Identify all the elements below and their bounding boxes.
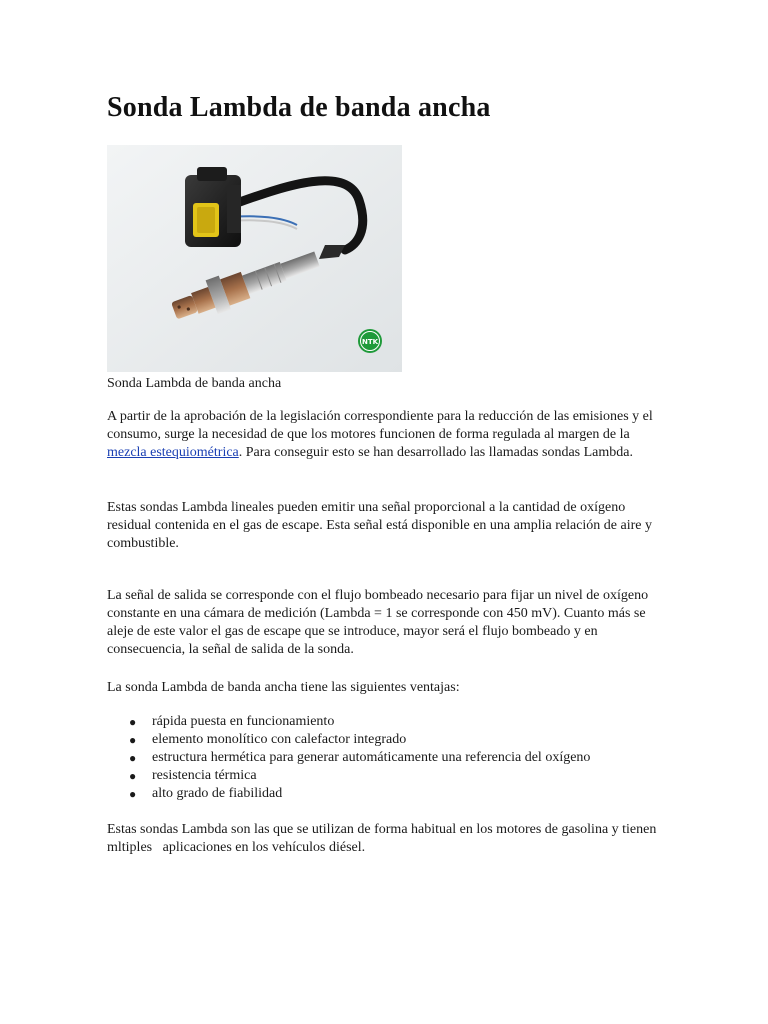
paragraph-intro: A partir de la aprobación de la legislación correspondiente para la reducción de las emisiones y el consumo, surge la necesidad de que los motores funcionen de forma regulada al margen de la mezcla estequiométrica. Para conseguir esto se han desarrollado las llamadas sondas Lambda. [107,409,653,460]
bullet-icon: ● [129,733,137,747]
paragraph-output-signal: La señal de salida se corresponde con el flujo bombeado necesario para fijar un nivel de oxígeno constante en una cámara de medición (Lambda = 1 se corresponde con 450 mV). Cuanto más se aleje de este valor el gas de escape que se introduce, mayor será el flujo bombeado y en consecuencia, la señal de salida de la sonda. [107,588,649,657]
paragraph-linear-sensors: Estas sondas Lambda lineales pueden emitir una señal proporcional a la cantidad de oxígeno residual contenida en el gas de escape. Esta señal está disponible en una amplia relación de aire y combustible. [107,500,653,551]
figure-caption: Sonda Lambda de banda ancha [107,376,282,391]
list-item: ● resistencia térmica [129,768,257,783]
list-item: ● elemento monolítico con calefactor integrado [129,732,407,747]
ntk-logo-icon [358,329,382,353]
lambda-sensor-photo [107,145,402,372]
stoichiometric-mixture-link[interactable]: mezcla estequiométrica [107,445,239,460]
bullet-icon: ● [129,751,137,765]
list-item: ● estructura hermética para generar automáticamente una referencia del oxígeno [129,750,591,765]
page-title: Sonda Lambda de banda ancha [107,92,491,123]
advantages-list [107,713,667,803]
bullet-icon: ● [129,787,137,801]
list-item: ● alto grado de fiabilidad [129,786,283,801]
paragraph-applications: Estas sondas Lambda son las que se utilizan de forma habitual en los motores de gasolina y tienen mltiples aplicaciones en los vehículos diésel. [107,822,660,855]
bullet-icon: ● [129,769,137,783]
logo-text: NTK [361,338,379,346]
bullet-icon: ● [129,715,137,729]
list-item: ● rápida puesta en funcionamiento [129,714,335,729]
paragraph-advantages-intro: La sonda Lambda de banda ancha tiene las siguientes ventajas: [107,680,460,695]
